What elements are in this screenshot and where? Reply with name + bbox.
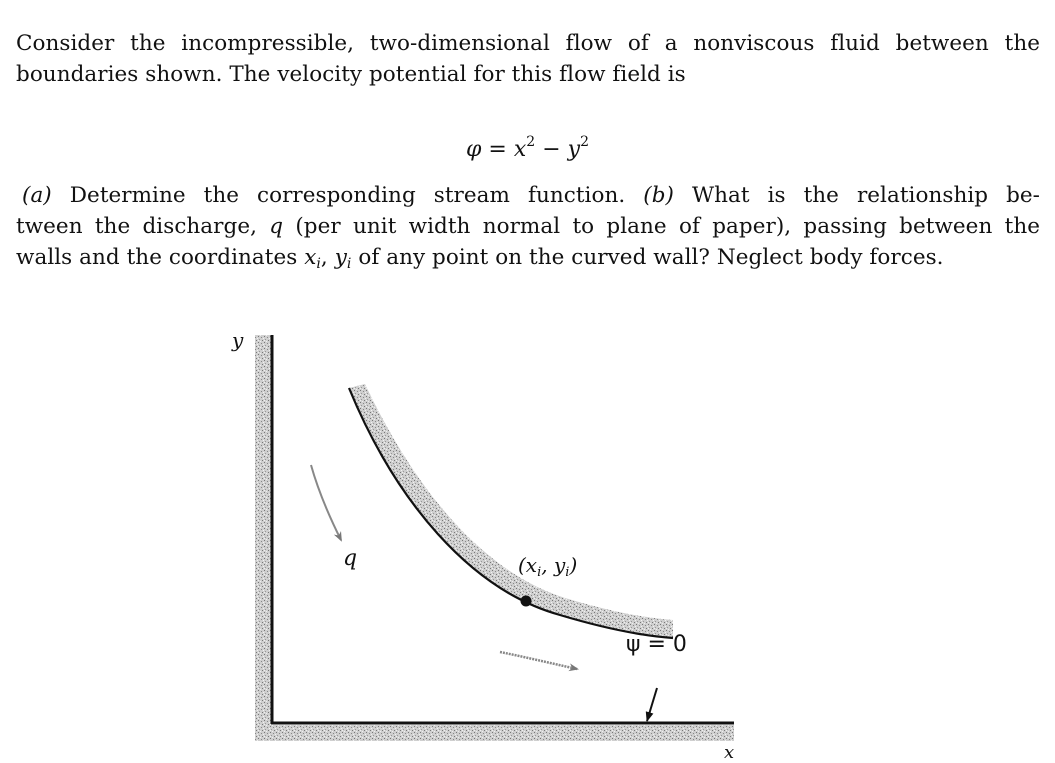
line3-text-pre: walls and the coordinates [16,245,305,270]
yi-var: y [334,245,347,270]
discharge-arrow [311,465,341,540]
stream-function-label: ψ = 0 [626,632,687,657]
y-exponent: 2 [580,134,589,150]
vertical-wall [255,335,272,741]
y-axis-label: y [232,328,244,352]
discharge-label: q [343,546,358,571]
part-b-text: What is the relationship be- [673,183,1040,208]
line2-text-post: (per unit width normal to plane of paper), passing between the [283,214,1040,239]
line3-text-post: of any point on the curved wall? Neglect body forces. [351,245,944,270]
x-exponent: 2 [526,134,536,150]
x-axis-label: x [724,742,735,763]
part-a-text: Determine the corresponding stream function. [51,183,644,208]
point-label-open: (x [518,553,538,577]
part-a-label: (a) [22,183,52,208]
equals-sign: = [488,137,507,162]
y-variable: y [567,137,581,162]
stream-label-pointer [647,688,657,721]
xi-subscript: i [316,256,321,272]
intro-line-1: Consider the incompressible, two-dimensional flow of a nonviscous fluid between the [16,31,1040,56]
line3-comma: , [320,245,335,270]
intro-line-2: boundaries shown. The velocity potential for this flow field is [16,62,686,87]
horizontal-wall [255,723,734,741]
x-variable: x [513,137,527,162]
point-label [518,553,577,580]
yi-subscript: i [346,256,352,272]
flow-direction-arrow [500,652,577,669]
point-label-mid: , y [541,553,566,577]
part-b-label: (b) [643,183,674,208]
line2-text-pre: tween the discharge, [16,214,270,239]
curved-wall [349,384,673,638]
minus-sign: − [542,137,561,162]
phi-symbol: φ [466,137,482,162]
point-xi-yi [521,596,532,607]
point-label-xsub: i [537,565,542,580]
xi-var: x [304,245,317,270]
point-label-close: ) [569,553,578,577]
discharge-var: q [269,214,284,239]
point-label-ysub: i [565,565,570,580]
